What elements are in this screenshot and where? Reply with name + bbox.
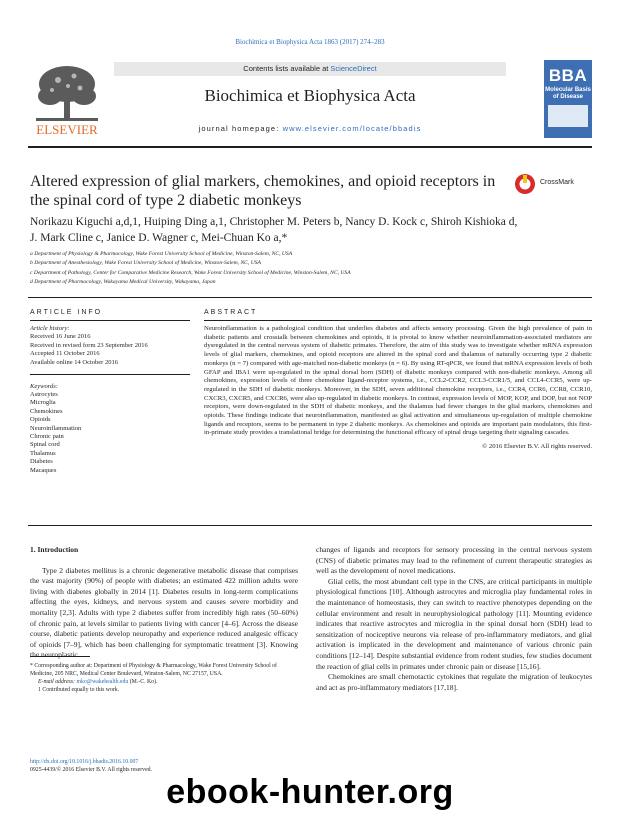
elsevier-tree-icon bbox=[28, 62, 106, 138]
cover-image-strip bbox=[548, 105, 588, 127]
footnotes bbox=[30, 662, 298, 694]
issn-line: 0925-4439/© 2016 Elsevier B.V. All rights reserved. bbox=[30, 767, 152, 773]
elsevier-wordmark: ELSEVIER bbox=[36, 122, 98, 137]
body-paragraph: Type 2 diabetes mellitus is a chronic degenerative metabolic disease that comprises the vast majority (90%) of people with diabetes; an estimated 422 million adults were living with diabetes globally in 2014 [1]. Diabetes results in long-term complications affecting the eyes, kidneys, and nervous system and causes severe morbidity and mortality [2,3]. Adults with type 2 diabetes suffer from incredibly high rates (50–60%) of chronic pain, at levels similar to patients living with cancer [4–6]. Across the disease course, diabetic patients develop neuropathy and experience reduced analgesic efficacy of opioids [7–9], which has been challenging for symptomatic treatment [3]. Knowing the neuroplastic bbox=[30, 565, 298, 660]
keyword: Spinal cord bbox=[30, 441, 60, 449]
elsevier-logo bbox=[28, 62, 106, 138]
email-label: E-mail address: bbox=[38, 679, 75, 685]
authors-line-2: J. Mark Cline c, Janice D. Wagner c, Mei-Chuan Ko a,* bbox=[30, 232, 288, 244]
keyword: Thalamus bbox=[30, 449, 56, 457]
abstract-divider bbox=[28, 525, 592, 526]
article-info-heading: ARTICLE INFO bbox=[30, 309, 103, 316]
abstract-body bbox=[204, 325, 592, 452]
keyword: Chemokines bbox=[30, 407, 63, 415]
section-heading: 1. Introduction bbox=[30, 545, 79, 554]
article-info bbox=[30, 325, 190, 475]
keyword: Astrocytes bbox=[30, 391, 58, 399]
abstract-paragraph: Neuroinflammation is a pathological condition that underlies diabetes and affects sensory processing. Given the high prevalence of pain in diabetic patients and crosstalk between chemokines and opioids, it is pivotal to know whether neuroinflammation-associated mediators are dysregulated in the central nervous system of diabetic primates. Therefore, the aim of this study was to investigate whether mRNA expression levels of glial markers, chemokines, and opioid receptors are altered in the spinal cord and thalamus of naturally occurring type 2 diabetic monkeys (n = 7) compared with age-matched non-diabetic monkeys (n = 6). By using RT-qPCR, we found that mRNA expression levels of both GFAP and IBA1 were up-regulated in the spinal dorsal horn (SDH) of diabetic monkeys compared with non-diabetic monkeys. Among all chemokines, expression levels of three chemokine ligand-receptor systems, i.e., CCL2-CCR2, CCL3-CCR1/5, and CCL4-CCR5, were up-regulated in the SDH of diabetic monkeys. Moreover, in the SDH, seven additional chemokine receptors, i.e., CCR4, CCR6, CCR8, CCR10, CXCR3, CXCR5, and CXCR6, were also up-regulated in diabetic monkeys. In contrast, expression levels of MOP, KOP, and DOP, but not NOP receptors, were down-regulated in the SDH of diabetic monkeys, and the thalamus had fewer changes in the glial markers, chemokines and opioids. These findings indicate that neuroinflammation, manifested as glial activation and simultaneous up-regulation of multiple chemokine ligands and receptors, seems to be permanent in type 2 diabetic monkeys. As chemokines and opioids are important pain modulators, this first-in-primate study provides a translational bridge for determining the functional efficacy of spinal drugs targeting their signaling cascades. bbox=[204, 325, 592, 437]
body-paragraph: Chemokines are small chemotactic cytokines that regulate the migration of leukocytes and act as pro-inflammatory mediators [17,18]. bbox=[316, 672, 592, 692]
affiliation: a Department of Physiology & Pharmacology, Wake Forest University School of Medicine, Winston-Salem, NC, USA bbox=[30, 251, 293, 257]
equal-contribution-note: 1 Contributed equally to this work. bbox=[38, 687, 120, 693]
author-list bbox=[30, 214, 590, 246]
cover-subtitle: Molecular Basis of Disease bbox=[545, 87, 591, 100]
cover-title: BBA bbox=[548, 66, 588, 85]
affiliation: d Department of Pharmacology, Wakayama Medical University, Wakayama, Japan bbox=[30, 278, 216, 285]
authors-line-1: Norikazu Kiguchi a,d,1, Huiping Ding a,1, Christopher M. Peters b, Nancy D. Kock c, Shiroh Kishioka d, bbox=[30, 216, 518, 228]
crossmark-badge[interactable] bbox=[514, 173, 594, 195]
journal-masthead bbox=[28, 60, 592, 142]
abstract-heading-rule bbox=[204, 320, 592, 321]
email-suffix: (M.-C. Ko). bbox=[129, 679, 158, 685]
journal-cover bbox=[544, 60, 592, 138]
body-paragraph: changes of ligands and receptors for sensory processing in the central nervous system (CNS) of diabetic primates may lead to the refinement of current therapeutic strategies as well as the development of novel medications. bbox=[316, 545, 592, 576]
doi-block bbox=[30, 758, 298, 774]
copyright-notice: © 2016 Elsevier B.V. All rights reserved. bbox=[482, 443, 592, 451]
homepage-prefix: journal homepage: bbox=[198, 124, 280, 133]
keyword: Opioids bbox=[30, 416, 51, 424]
keyword: Diabetes bbox=[30, 458, 53, 466]
email-line bbox=[30, 678, 298, 686]
affiliation: c Department of Pathology, Center for Comparative Medicine Research, Wake Forest University School of Medicine, Winston-Salem, NC, USA bbox=[30, 269, 351, 276]
masthead-divider bbox=[28, 146, 592, 148]
corresponding-author-note: * Corresponding author at: Department of Physiology & Pharmacology, Wake Forest University School of Medicine, 205 NRC, Medical Center Boulevard, Winston-Salem, NC 27157, USA. bbox=[30, 663, 277, 677]
contents-prefix: Contents lists available at bbox=[243, 64, 329, 73]
crossmark-icon bbox=[514, 173, 536, 195]
history-item: Accepted 11 October 2016 bbox=[30, 350, 100, 358]
journal-title: Biochimica et Biophysica Acta bbox=[204, 86, 416, 105]
affiliations bbox=[30, 250, 590, 287]
crossmark-label: CrossMark bbox=[540, 179, 574, 186]
keyword: Chronic pain bbox=[30, 433, 64, 441]
journal-homepage bbox=[114, 124, 506, 133]
info-heading-rule bbox=[30, 320, 190, 321]
keyword: Macaques bbox=[30, 466, 57, 474]
footnote-rule bbox=[30, 656, 90, 657]
watermark: ebook-hunter.org bbox=[166, 773, 454, 811]
affiliation: b Department of Anesthesiology, Wake Forest University School of Medicine, Winston-Salem, NC, USA bbox=[30, 260, 261, 267]
keyword: Microglia bbox=[30, 399, 56, 407]
affil-divider bbox=[28, 297, 592, 298]
doi-link[interactable]: http://dx.doi.org/10.1016/j.bbadis.2016.10.007 bbox=[30, 759, 139, 765]
keyword: Neuroinflammation bbox=[30, 424, 82, 432]
abstract-heading: ABSTRACT bbox=[204, 309, 258, 316]
body-paragraph: Glial cells, the most abundant cell type in the CNS, are critical participants in multiple physiological functions [10]. Although astrocytes and microglia play fundamental roles in the maintenance of homeostasis, they can switch to reactive phenotypes depending on the cellular environment and result in neurophysiological pathology [11]. Mounting evidence indicates that reactive astrocytes and microglia in the spinal dorsal horn (SDH) lead to sensitization of nociceptive neurons via release of pro-inflammatory mediators, and glial activation is implicated in the development and maintenance of various chronic pain conditions [12–14]. Despite substantial evidence from rodent studies, few studies document the reaction of glial cells in primates under chronic pain or disease [15,16]. bbox=[316, 576, 592, 671]
contents-bar bbox=[114, 62, 506, 76]
email-link[interactable]: mko@wakehealth.edu bbox=[76, 679, 129, 685]
running-header[interactable]: Biochimica et Biophysica Acta 1863 (2017) 274–283 bbox=[235, 38, 385, 46]
info-divider bbox=[30, 374, 190, 375]
history-item: Available online 14 October 2016 bbox=[30, 358, 118, 366]
keywords-label: Keywords: bbox=[30, 382, 58, 390]
article-title: Altered expression of glial markers, chemokines, and opioid receptors in the spinal cord of type 2 diabetic monkeys bbox=[30, 173, 496, 209]
history-item: Received 16 June 2016 bbox=[30, 333, 91, 341]
history-label: Article history: bbox=[30, 325, 70, 332]
body-column-right bbox=[316, 545, 592, 693]
history-item: Received in revised form 23 September 2016 bbox=[30, 341, 148, 349]
journal-info-box bbox=[114, 62, 506, 138]
homepage-link[interactable]: www.elsevier.com/locate/bbadis bbox=[282, 124, 422, 133]
body-column-left bbox=[30, 545, 298, 661]
sciencedirect-link[interactable]: ScienceDirect bbox=[330, 64, 377, 73]
